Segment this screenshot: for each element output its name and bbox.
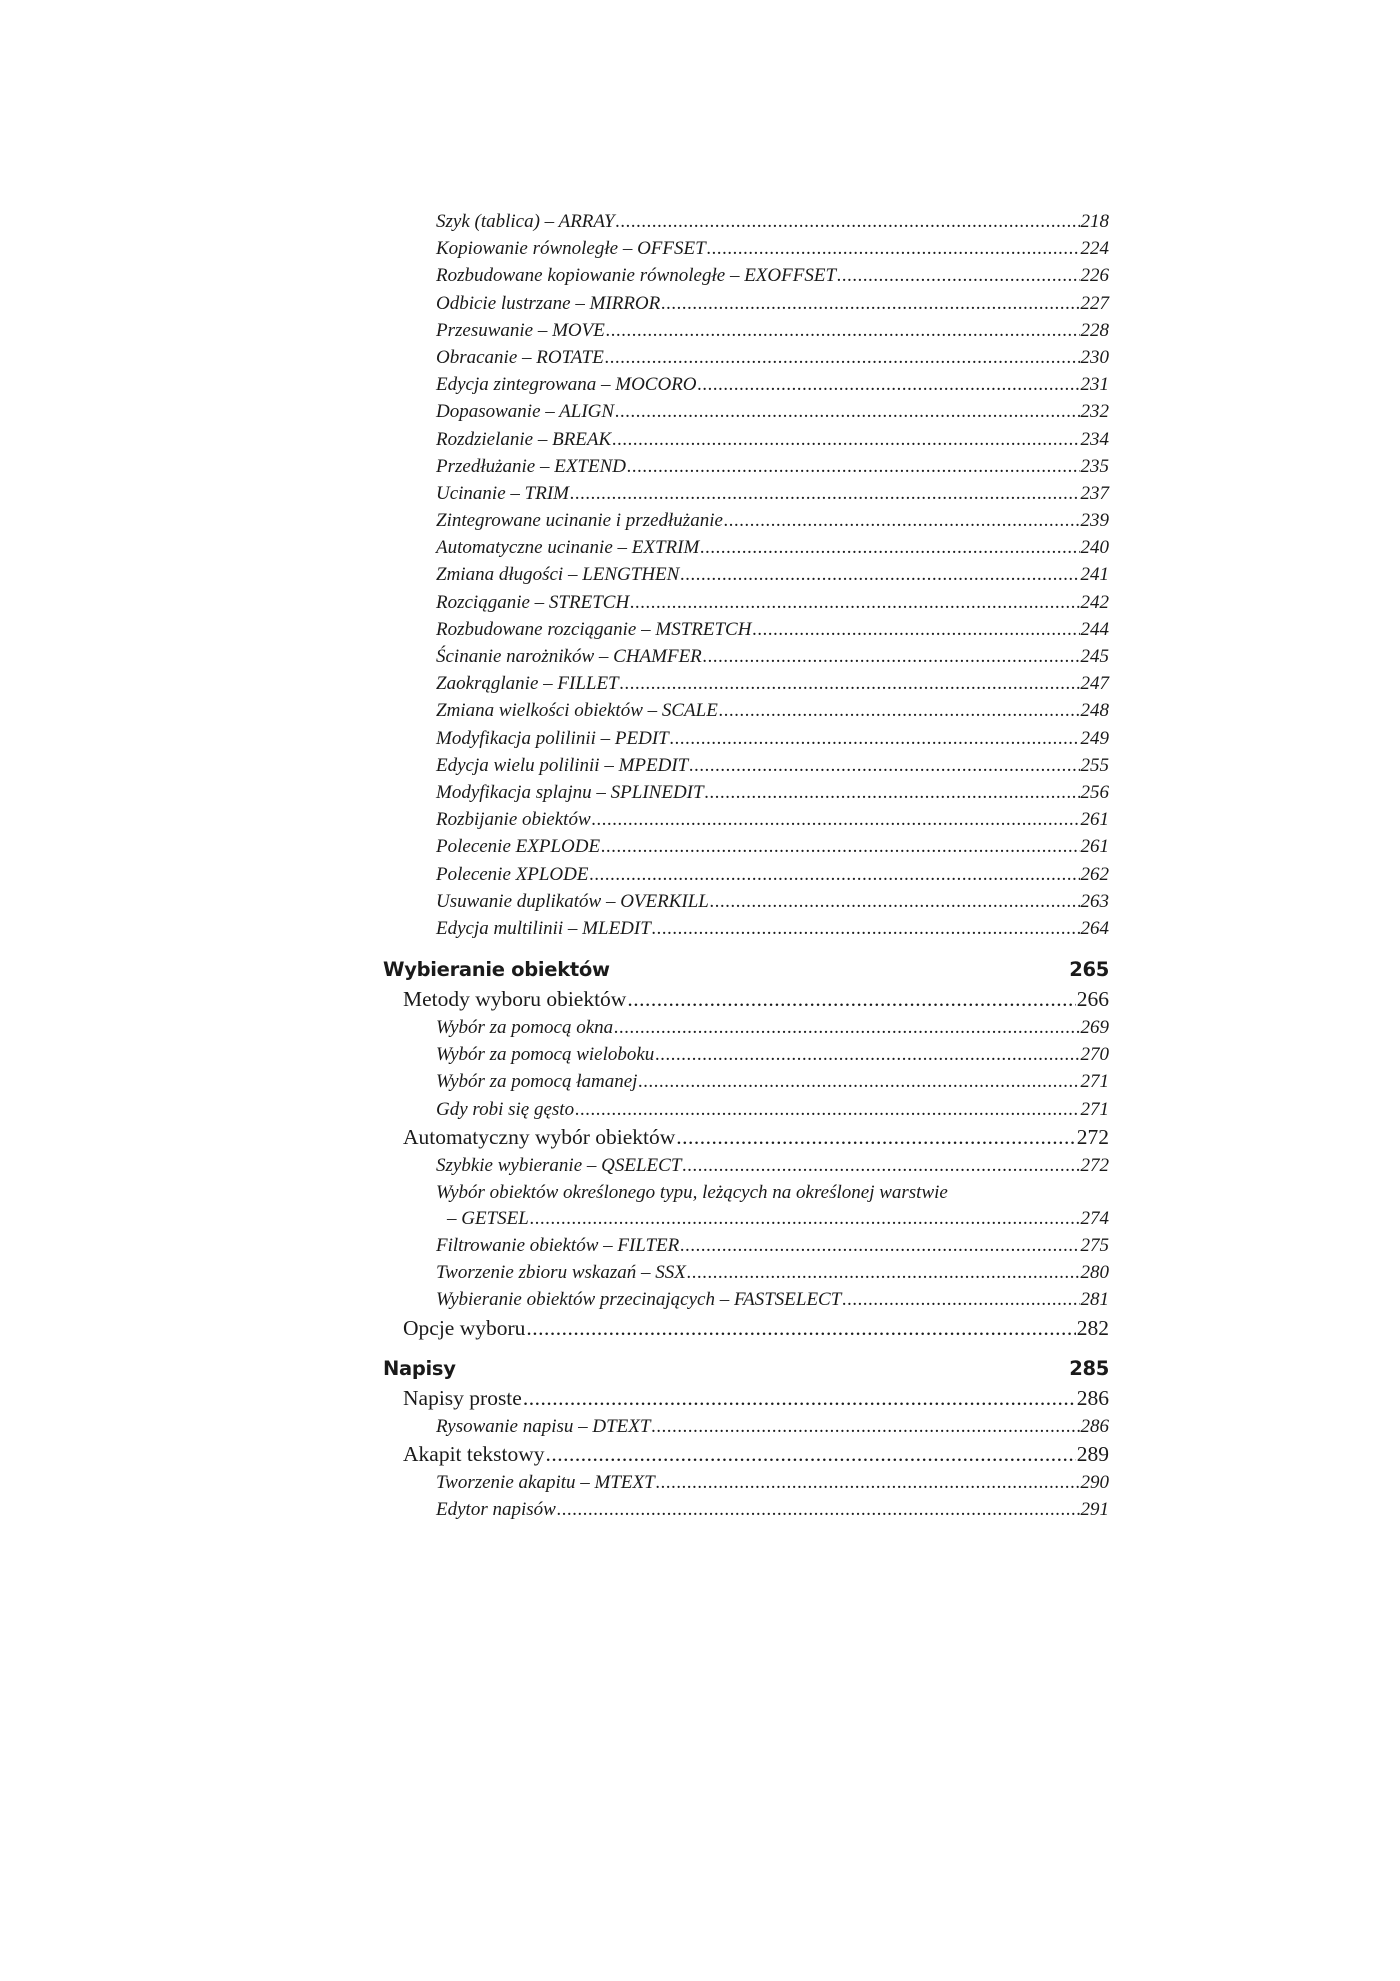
toc-section-akapit — [383, 1440, 1109, 1469]
toc-entry-page: 274 — [1080, 1208, 1109, 1229]
toc-entry-title: Edycja multilinii – MLEDIT — [436, 917, 651, 939]
dot-leader — [700, 534, 1079, 561]
toc-entry — [383, 371, 1109, 398]
dot-leader — [616, 208, 1080, 235]
toc-entry — [383, 697, 1109, 724]
dot-leader — [687, 1259, 1080, 1286]
toc-entry-title: Wybór za pomocą wieloboku — [436, 1044, 655, 1066]
toc-entry-title: Rozbudowane rozciąganie – MSTRETCH — [436, 618, 752, 640]
toc-entry — [383, 561, 1109, 588]
toc-chapter-napisy — [383, 1354, 1109, 1384]
toc-entry — [383, 589, 1109, 616]
dot-leader — [526, 1314, 1075, 1343]
toc-entry — [383, 1496, 1109, 1523]
toc-entry-title: Wybór za pomocą łamanej — [436, 1071, 638, 1093]
toc-entry — [383, 1259, 1109, 1286]
toc-entry-page: 263 — [1080, 890, 1109, 912]
toc-entry — [383, 426, 1109, 453]
toc-entry-page: 261 — [1080, 809, 1109, 831]
toc-entry — [383, 1152, 1109, 1179]
dot-leader — [719, 697, 1080, 724]
toc-section-opcje — [383, 1314, 1109, 1343]
toc-entry-page: 232 — [1080, 401, 1109, 423]
toc-entry — [383, 725, 1109, 752]
toc-entry-page: 231 — [1080, 374, 1109, 396]
toc-entry-title: Modyfikacja polilinii – PEDIT — [436, 727, 669, 749]
toc-section-page: 289 — [1076, 1441, 1109, 1466]
toc-chapter-page: 265 — [1069, 958, 1109, 982]
toc-entry-title: Szybkie wybieranie – QSELECT — [436, 1154, 682, 1176]
toc-section-napisy-proste — [383, 1384, 1109, 1413]
dot-leader — [652, 915, 1080, 942]
toc-entry — [383, 779, 1109, 806]
toc-entry — [383, 480, 1109, 507]
dot-leader — [570, 480, 1080, 507]
toc-entry-page: 242 — [1080, 591, 1109, 613]
dot-leader — [680, 561, 1079, 588]
toc-entry — [383, 453, 1109, 480]
toc-entry-page: 244 — [1080, 618, 1109, 640]
toc-entry — [383, 398, 1109, 425]
toc-entry-title: Rozdzielanie – BREAK — [436, 428, 612, 450]
toc-entry-page: 230 — [1080, 346, 1109, 368]
toc-entry-page: 235 — [1080, 455, 1109, 477]
toc-entry-title: Obracanie – ROTATE — [436, 346, 604, 368]
dot-leader — [627, 985, 1075, 1014]
toc-entry-title: Automatyczne ucinanie – EXTRIM — [436, 537, 700, 559]
dot-leader — [615, 398, 1079, 425]
dot-leader — [592, 806, 1080, 833]
dot-leader — [680, 1232, 1079, 1259]
dot-leader — [837, 262, 1079, 289]
toc-entry-title: Odbicie lustrzane – MIRROR — [436, 292, 661, 314]
dot-leader — [655, 1041, 1079, 1068]
dot-leader — [523, 1384, 1076, 1413]
dot-leader — [676, 1123, 1075, 1152]
toc-entry-title: Filtrowanie obiektów – FILTER — [436, 1235, 680, 1256]
dot-leader — [606, 317, 1080, 344]
toc-section-page: 282 — [1076, 1315, 1109, 1340]
dot-leader — [724, 507, 1080, 534]
dot-leader — [575, 1096, 1079, 1123]
toc-entry-page: 227 — [1080, 292, 1109, 314]
dot-leader — [530, 1206, 1080, 1232]
toc-entry-page: 270 — [1080, 1044, 1109, 1066]
dot-leader — [842, 1286, 1079, 1313]
toc-entry-page: 286 — [1080, 1415, 1109, 1437]
toc-entry-title: Wybór za pomocą okna — [436, 1017, 614, 1039]
toc-section-metody — [383, 985, 1109, 1014]
toc-entry-page: 281 — [1080, 1289, 1109, 1311]
dot-leader — [656, 1469, 1080, 1496]
dot-leader — [698, 371, 1080, 398]
toc-entry-title: Edytor napisów — [436, 1498, 556, 1520]
toc-section-page: 272 — [1076, 1124, 1109, 1149]
dot-leader — [557, 1496, 1080, 1523]
dot-leader — [651, 1413, 1079, 1440]
toc-entry — [383, 1014, 1109, 1041]
dot-leader — [752, 616, 1079, 643]
toc-entry-title: Rysowanie napisu – DTEXT — [436, 1415, 651, 1437]
toc-entry-page: 280 — [1080, 1262, 1109, 1284]
dot-leader — [682, 1152, 1079, 1179]
toc-entry-multiline-cont — [383, 1206, 1109, 1232]
toc-entry — [383, 317, 1109, 344]
dot-leader — [705, 779, 1080, 806]
toc-entry-page: 226 — [1080, 265, 1109, 287]
toc-entry-title: Usuwanie duplikatów – OVERKILL — [436, 890, 709, 912]
dot-leader — [627, 453, 1080, 480]
toc-chapter-page: 285 — [1069, 1356, 1109, 1380]
toc-chapter-wybieranie — [383, 955, 1109, 985]
toc-entry-title: Tworzenie akapitu – MTEXT — [436, 1471, 655, 1493]
toc-section-page: 286 — [1076, 1385, 1109, 1410]
toc-section-page: 266 — [1076, 987, 1109, 1012]
toc-entry-title: Zaokrąglanie – FILLET — [436, 673, 619, 695]
toc-entry-page: 271 — [1080, 1071, 1109, 1093]
toc-entry — [383, 888, 1109, 915]
toc-entry-title: Zmiana długości – LENGTHEN — [436, 564, 680, 586]
toc-entry — [383, 262, 1109, 289]
dot-leader — [661, 290, 1079, 317]
toc-section-title: Metody wyboru obiektów — [403, 987, 627, 1012]
toc-entry-page: 248 — [1080, 700, 1109, 722]
toc-entry-page: 272 — [1080, 1154, 1109, 1176]
toc-entry-title: Polecenie XPLODE — [436, 863, 589, 885]
toc-entry-title: Przesuwanie – MOVE — [436, 319, 605, 341]
toc-entry-title: Gdy robi się gęsto — [436, 1098, 575, 1120]
toc-section-title: Akapit tekstowy — [403, 1441, 545, 1466]
toc-entry — [383, 915, 1109, 942]
toc-entry-page: 234 — [1080, 428, 1109, 450]
toc-entry-page: 264 — [1080, 917, 1109, 939]
toc-entry-page: 239 — [1080, 510, 1109, 532]
dot-leader — [630, 589, 1079, 616]
toc-entry — [383, 1286, 1109, 1313]
toc-entry-title: Edycja wielu polilinii – MPEDIT — [436, 754, 689, 776]
toc-entry-page: 249 — [1080, 727, 1109, 749]
toc-entry — [383, 670, 1109, 697]
toc-entry-page: 269 — [1080, 1017, 1109, 1039]
toc-entry-page: 256 — [1080, 781, 1109, 803]
dot-leader — [601, 833, 1079, 860]
toc-entry — [383, 1068, 1109, 1095]
dot-leader — [614, 1014, 1079, 1041]
dot-leader — [670, 725, 1080, 752]
toc-entry-page: 218 — [1080, 211, 1109, 232]
toc-entry — [383, 1413, 1109, 1440]
toc-entry-page: 290 — [1080, 1471, 1109, 1493]
toc-entry-title: Przedłużanie – EXTEND — [436, 455, 626, 477]
dot-leader — [710, 888, 1080, 915]
toc-entry-title: Polecenie EXPLODE — [436, 836, 601, 858]
toc-entry-title: Ucinanie – TRIM — [436, 482, 569, 504]
toc-entry — [383, 752, 1109, 779]
toc-entry — [383, 806, 1109, 833]
toc-entry — [383, 833, 1109, 860]
toc-chapter-title: Napisy — [383, 1356, 456, 1380]
dot-leader — [707, 235, 1080, 262]
toc-entry-page: 262 — [1080, 863, 1109, 885]
toc-section-title: Opcje wyboru — [403, 1315, 526, 1340]
toc-entry — [383, 1041, 1109, 1068]
toc-entry-title: Dopasowanie – ALIGN — [436, 401, 615, 423]
toc-entry — [383, 507, 1109, 534]
dot-leader — [620, 670, 1080, 697]
dot-leader — [605, 344, 1080, 371]
toc-entry-title: Zmiana wielkości obiektów – SCALE — [436, 700, 718, 722]
toc-entry-page: 224 — [1080, 238, 1109, 260]
toc-entry-title: Wybieranie obiektów przecinających – FASTSELECT — [436, 1289, 842, 1311]
toc-entry-page: 237 — [1080, 482, 1109, 504]
toc-entry — [383, 1469, 1109, 1496]
toc-entry — [383, 208, 1109, 235]
toc-entry-page: 247 — [1080, 673, 1109, 695]
dot-leader — [612, 426, 1079, 453]
toc-entry-page: 241 — [1080, 564, 1109, 586]
toc-chapter-title: Wybieranie obiektów — [383, 958, 610, 982]
toc-entry-title: Edycja zintegrowana – MOCORO — [436, 374, 697, 396]
toc-entry-page: 275 — [1080, 1235, 1109, 1256]
dot-leader — [589, 861, 1079, 888]
toc-entry — [383, 534, 1109, 561]
toc-group-edit-commands — [383, 208, 1109, 942]
toc-section-automatyczny — [383, 1123, 1109, 1152]
toc-entry — [383, 643, 1109, 670]
dot-leader — [638, 1068, 1079, 1095]
dot-leader — [546, 1440, 1076, 1469]
toc-entry-page: 228 — [1080, 319, 1109, 341]
dot-leader — [689, 752, 1079, 779]
toc-entry-title: Ścinanie narożników – CHAMFER — [436, 646, 702, 667]
toc-entry-multiline-first: Wybór obiektów określonego typu, leżących na określonej warstwie — [436, 1182, 948, 1203]
toc-entry-page: 240 — [1080, 537, 1109, 559]
toc-entry-title: Zintegrowane ucinanie i przedłużanie — [436, 510, 723, 532]
toc-entry-page: 261 — [1080, 836, 1109, 858]
toc-entry-title: Rozbudowane kopiowanie równoległe – EXOFFSET — [436, 265, 837, 287]
toc-entry-title: Tworzenie zbioru wskazań – SSX — [436, 1262, 686, 1284]
toc-entry-page: 255 — [1080, 754, 1109, 776]
toc-entry — [383, 1096, 1109, 1123]
dot-leader — [703, 643, 1080, 670]
toc-entry-title: Rozciąganie – STRETCH — [436, 591, 630, 613]
toc-entry-title: Rozbijanie obiektów — [436, 809, 591, 831]
toc-entry-page: 245 — [1080, 646, 1109, 667]
toc-entry — [383, 344, 1109, 371]
table-of-contents — [383, 208, 1109, 1523]
toc-entry-title: – GETSEL — [447, 1208, 529, 1229]
toc-entry — [383, 616, 1109, 643]
toc-entry — [383, 1232, 1109, 1259]
toc-entry-page: 271 — [1080, 1098, 1109, 1120]
toc-entry — [383, 290, 1109, 317]
toc-entry — [383, 861, 1109, 888]
toc-entry — [383, 235, 1109, 262]
toc-section-title: Automatyczny wybór obiektów — [403, 1124, 676, 1149]
toc-section-title: Napisy proste — [403, 1385, 522, 1410]
toc-entry-title: Kopiowanie równoległe – OFFSET — [436, 238, 706, 260]
toc-entry-title: Modyfikacja splajnu – SPLINEDIT — [436, 781, 704, 803]
toc-entry-page: 291 — [1080, 1498, 1109, 1520]
toc-entry-title: Szyk (tablica) – ARRAY — [436, 211, 615, 232]
